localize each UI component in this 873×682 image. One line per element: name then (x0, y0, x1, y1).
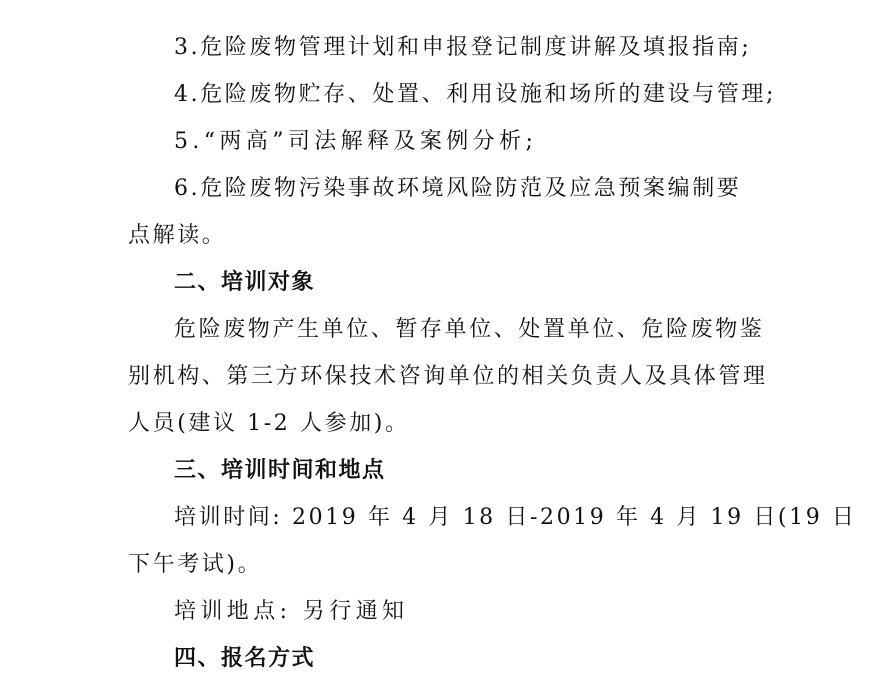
list-item-3: 3.危险废物管理计划和申报登记制度讲解及填报指南; (174, 35, 752, 60)
training-place: 培训地点: 另行通知 (174, 599, 409, 624)
section-heading-registration: 四、报名方式 (174, 646, 316, 671)
document-page (128, 24, 857, 682)
section-heading-time-and-place: 三、培训时间和地点 (174, 458, 386, 483)
training-target-paragraph-line-1: 危险废物产生单位、暂存单位、处置单位、危险废物鉴 (174, 317, 765, 342)
list-item-6-line-1: 6.危险废物污染事故环境风险防范及应急预案编制要 (174, 176, 742, 201)
training-time-line-2: 下午考试)。 (128, 552, 263, 577)
section-heading-training-target: 二、培训对象 (174, 270, 316, 295)
list-item-4: 4.危险废物贮存、处置、利用设施和场所的建设与管理; (174, 82, 777, 107)
training-target-paragraph-line-2: 别机构、第三方环保技术咨询单位的相关负责人及具体管理 (128, 364, 768, 389)
list-item-6-line-2: 点解读。 (128, 223, 227, 248)
list-item-5: 5.“两高”司法解释及案例分析; (174, 129, 538, 154)
training-target-paragraph-line-3: 人员(建议 1-2 人参加)。 (128, 411, 410, 436)
training-time-line-1: 培训时间: 2019 年 4 月 18 日-2019 年 4 月 19 日(19 日 (174, 505, 857, 530)
